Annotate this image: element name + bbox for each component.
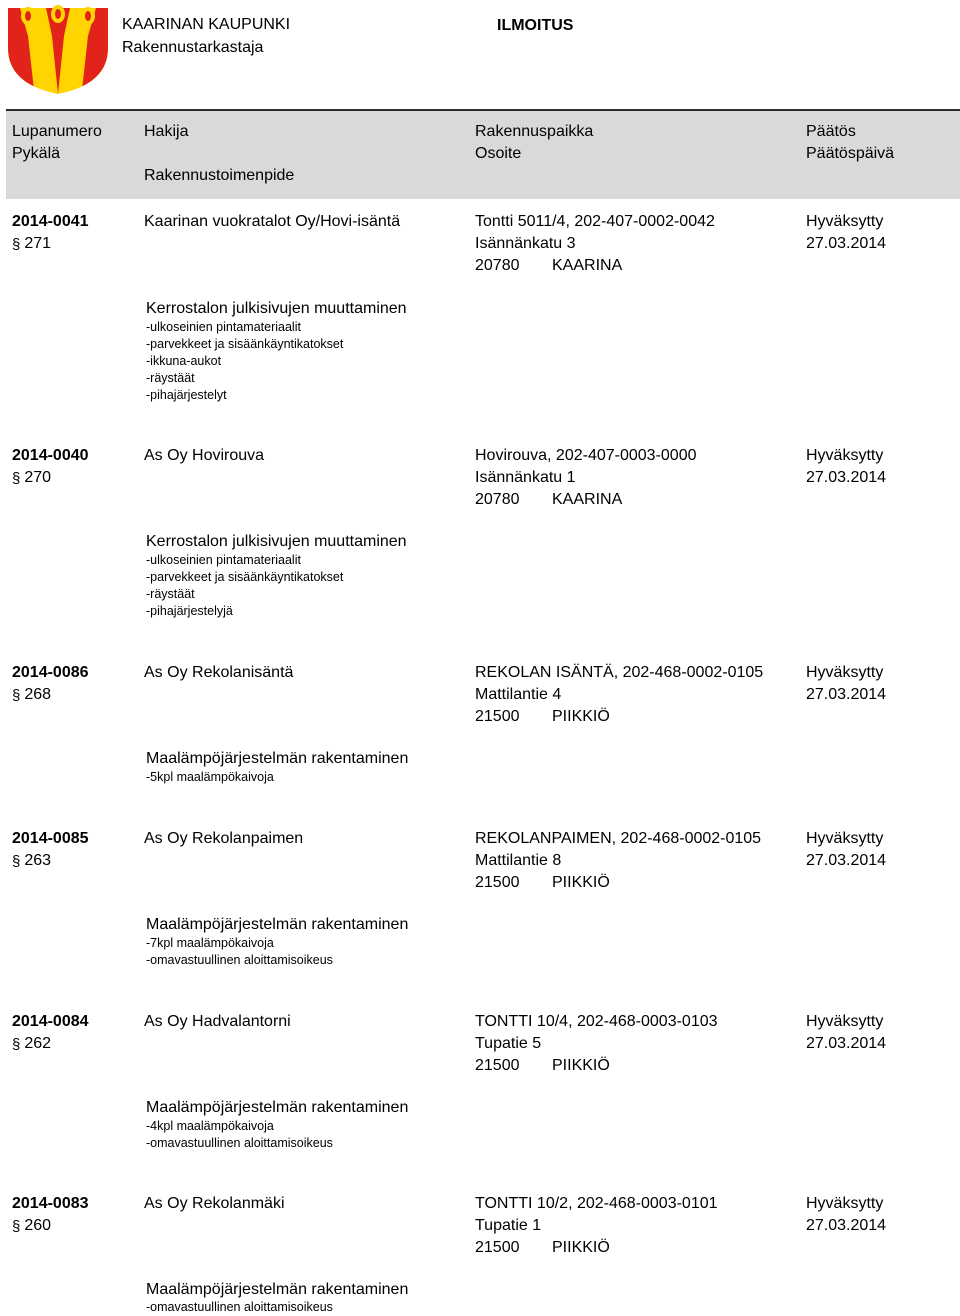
municipality: PIIKKIÖ: [552, 1239, 610, 1256]
postal-code: 21500: [475, 708, 520, 725]
measure-detail: -4kpl maalämpökaivoja: [146, 1119, 274, 1133]
building-site: Tontti 5011/4, 202-407-0002-0042: [475, 213, 715, 230]
decision-date: 27.03.2014: [806, 686, 887, 703]
document-type: ILMOITUS: [497, 17, 574, 34]
col-rakennustoimenpide: Rakennustoimenpide: [144, 167, 295, 184]
measure-detail: -ulkoseinien pintamateriaalit: [146, 320, 301, 334]
measure-detail: -räystäät: [146, 371, 195, 385]
col-rakennuspaikka: Rakennuspaikka: [475, 123, 594, 140]
municipality: PIIKKIÖ: [552, 708, 610, 725]
measure-detail: -5kpl maalämpökaivoja: [146, 770, 274, 784]
street-address: Mattilantie 8: [475, 852, 562, 869]
measure-detail: -räystäät: [146, 587, 195, 601]
pykala: § 268: [12, 686, 52, 704]
section-sign-icon: §: [12, 1036, 21, 1053]
section-sign-icon: §: [12, 1218, 21, 1235]
measure-title: Maalämpöjärjestelmän rakentaminen: [146, 750, 409, 767]
measure-detail: -7kpl maalämpökaivoja: [146, 936, 274, 950]
measure-detail: -ikkuna-aukot: [146, 354, 222, 368]
pykala: § 271: [12, 235, 52, 253]
pykala: § 262: [12, 1035, 52, 1053]
col-paatos: Päätös: [806, 123, 856, 140]
decision-date: 27.03.2014: [806, 1217, 887, 1234]
section-sign-icon: §: [12, 470, 21, 487]
measure-detail: -omavastuullinen aloittamisoikeus: [146, 1136, 333, 1150]
permit-number: 2014-0040: [12, 447, 89, 464]
permit-number: 2014-0083: [12, 1195, 89, 1212]
measure-title: Maalämpöjärjestelmän rakentaminen: [146, 1099, 409, 1116]
permit-number: 2014-0085: [12, 830, 89, 847]
municipality: PIIKKIÖ: [552, 1057, 610, 1074]
section-sign-icon: §: [12, 853, 21, 870]
building-site: TONTTI 10/2, 202-468-0003-0101: [475, 1195, 718, 1212]
measure-detail: -omavastuullinen aloittamisoikeus: [146, 1300, 333, 1314]
decision-date: 27.03.2014: [806, 1035, 887, 1052]
postal-code: 20780: [475, 491, 520, 508]
measure-detail: -omavastuullinen aloittamisoikeus: [146, 953, 333, 967]
decision: Hyväksytty: [806, 213, 884, 230]
decision: Hyväksytty: [806, 447, 884, 464]
col-osoite: Osoite: [475, 145, 522, 162]
applicant: Kaarinan vuokratalot Oy/Hovi-isäntä: [144, 213, 401, 230]
building-site: REKOLAN ISÄNTÄ, 202-468-0002-0105: [475, 664, 764, 681]
measure-title: Kerrostalon julkisivujen muuttaminen: [146, 300, 407, 317]
municipality: KAARINA: [552, 257, 623, 274]
applicant: As Oy Hadvalantorni: [144, 1013, 291, 1030]
street-address: Isännänkatu 1: [475, 469, 576, 486]
pykala: § 263: [12, 852, 52, 870]
applicant: As Oy Rekolanmäki: [144, 1195, 285, 1212]
decision-date: 27.03.2014: [806, 852, 887, 869]
applicant: As Oy Rekolanisäntä: [144, 664, 294, 681]
applicant: As Oy Rekolanpaimen: [144, 830, 304, 847]
col-paatospaiva: Päätöspäivä: [806, 145, 895, 162]
pykala: § 260: [12, 1217, 52, 1235]
col-hakija: Hakija: [144, 123, 189, 140]
decision-date: 27.03.2014: [806, 235, 887, 252]
column-header-bar: [6, 111, 960, 199]
building-site: TONTTI 10/4, 202-468-0003-0103: [475, 1013, 718, 1030]
building-site: Hovirouva, 202-407-0003-0000: [475, 447, 697, 464]
decision-date: 27.03.2014: [806, 469, 887, 486]
applicant: As Oy Hovirouva: [144, 447, 265, 464]
postal-code: 20780: [475, 257, 520, 274]
measure-detail: -parvekkeet ja sisäänkäyntikatokset: [146, 337, 344, 351]
measure-detail: -pihajärjestelyjä: [146, 604, 233, 618]
street-address: Tupatie 1: [475, 1217, 542, 1234]
postal-code: 21500: [475, 1239, 520, 1256]
decision: Hyväksytty: [806, 830, 884, 847]
building-site: REKOLANPAIMEN, 202-468-0002-0105: [475, 830, 762, 847]
measure-title: Maalämpöjärjestelmän rakentaminen: [146, 1281, 409, 1298]
permit-number: 2014-0084: [12, 1013, 89, 1030]
municipality: PIIKKIÖ: [552, 874, 610, 891]
measure-title: Kerrostalon julkisivujen muuttaminen: [146, 533, 407, 550]
permit-number: 2014-0086: [12, 664, 89, 681]
street-address: Tupatie 5: [475, 1035, 542, 1052]
org-unit: Rakennustarkastaja: [122, 39, 264, 56]
col-lupanumero: Lupanumero: [12, 123, 102, 140]
street-address: Isännänkatu 3: [475, 235, 576, 252]
municipality: KAARINA: [552, 491, 623, 508]
decision: Hyväksytty: [806, 1013, 884, 1030]
decision: Hyväksytty: [806, 664, 884, 681]
col-pykala: Pykälä: [12, 145, 61, 162]
section-sign-icon: §: [12, 236, 21, 253]
street-address: Mattilantie 4: [475, 686, 562, 703]
measure-detail: -parvekkeet ja sisäänkäyntikatokset: [146, 570, 344, 584]
section-sign-icon: §: [12, 687, 21, 704]
pykala: § 270: [12, 469, 52, 487]
coat-of-arms-logo: [6, 2, 110, 96]
measure-detail: -pihajärjestelyt: [146, 388, 227, 402]
permit-number: 2014-0041: [12, 213, 89, 230]
measure-detail: -ulkoseinien pintamateriaalit: [146, 553, 301, 567]
postal-code: 21500: [475, 1057, 520, 1074]
decision: Hyväksytty: [806, 1195, 884, 1212]
org-name: KAARINAN KAUPUNKI: [122, 16, 291, 33]
measure-title: Maalämpöjärjestelmän rakentaminen: [146, 916, 409, 933]
postal-code: 21500: [475, 874, 520, 891]
